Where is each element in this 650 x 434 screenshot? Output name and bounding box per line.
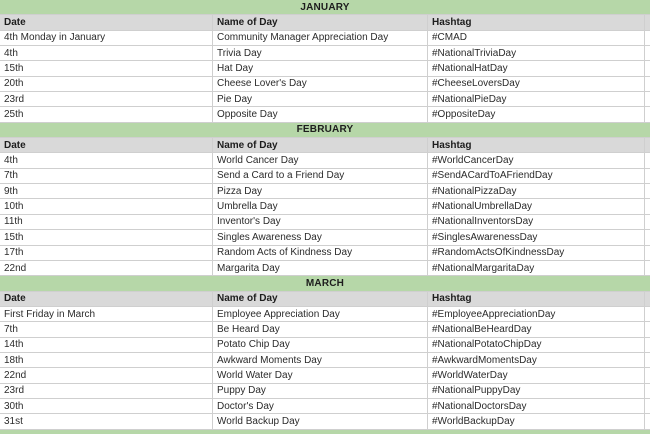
cell-hashtag: #OppositeDay	[428, 107, 645, 121]
table-row	[0, 77, 650, 92]
row-stub	[645, 77, 650, 91]
cell-hashtag: #NationalPizzaDay	[428, 184, 645, 198]
row-stub	[645, 138, 650, 152]
cell-hashtag: #NationalTriviaDay	[428, 46, 645, 60]
cell-hashtag: #NationalPuppyDay	[428, 384, 645, 398]
row-stub	[645, 399, 650, 413]
row-stub	[645, 153, 650, 167]
column-header-row	[0, 292, 650, 307]
cell-date: 25th	[0, 107, 213, 121]
column-header-hashtag: Hashtag	[428, 292, 645, 306]
column-header-name-of-day: Name of Day	[213, 138, 428, 152]
table-row	[0, 414, 650, 429]
cell-date: First Friday in March	[0, 307, 213, 321]
cell-hashtag: #NationalUmbrellaDay	[428, 199, 645, 213]
cell-date: 4th	[0, 153, 213, 167]
row-stub	[645, 169, 650, 183]
month-header: JANUARY	[0, 0, 650, 15]
table-row	[0, 338, 650, 353]
table-row	[0, 31, 650, 46]
cell-date: 30th	[0, 399, 213, 413]
column-header-date: Date	[0, 138, 213, 152]
table-row	[0, 199, 650, 214]
cell-name-of-day: Umbrella Day	[213, 199, 428, 213]
table-row	[0, 384, 650, 399]
table-row	[0, 230, 650, 245]
row-stub	[645, 215, 650, 229]
cell-date: 7th	[0, 169, 213, 183]
cell-hashtag: #NationalPotatoChipDay	[428, 338, 645, 352]
column-header-name-of-day: Name of Day	[213, 292, 428, 306]
table-row	[0, 399, 650, 414]
cell-name-of-day: Cheese Lover's Day	[213, 77, 428, 91]
column-header-hashtag: Hashtag	[428, 138, 645, 152]
cell-date: 7th	[0, 322, 213, 336]
row-stub	[645, 307, 650, 321]
cell-date: 23rd	[0, 92, 213, 106]
row-stub	[645, 322, 650, 336]
row-stub	[645, 230, 650, 244]
table-row	[0, 153, 650, 168]
row-stub	[645, 261, 650, 275]
cell-date: 17th	[0, 246, 213, 260]
cell-name-of-day: Margarita Day	[213, 261, 428, 275]
column-header-row	[0, 138, 650, 153]
table-row	[0, 353, 650, 368]
cell-hashtag: #NationalBeHeardDay	[428, 322, 645, 336]
cell-hashtag: #WorldBackupDay	[428, 414, 645, 428]
cell-name-of-day: Be Heard Day	[213, 322, 428, 336]
cell-date: 31st	[0, 414, 213, 428]
row-stub	[645, 384, 650, 398]
next-month-header-partial	[0, 430, 650, 434]
row-stub	[645, 292, 650, 306]
cell-name-of-day: World Backup Day	[213, 414, 428, 428]
cell-hashtag: #AwkwardMomentsDay	[428, 353, 645, 367]
cell-hashtag: #NationalMargaritaDay	[428, 261, 645, 275]
cell-date: 22nd	[0, 368, 213, 382]
cell-name-of-day: World Cancer Day	[213, 153, 428, 167]
column-header-name-of-day: Name of Day	[213, 15, 428, 29]
cell-hashtag: #RandomActsOfKindnessDay	[428, 246, 645, 260]
cell-hashtag: #CheeseLoversDay	[428, 77, 645, 91]
cell-date: 15th	[0, 230, 213, 244]
cell-hashtag: #NationalHatDay	[428, 61, 645, 75]
cell-hashtag: #NationalInventorsDay	[428, 215, 645, 229]
cell-name-of-day: Community Manager Appreciation Day	[213, 31, 428, 45]
table-row	[0, 107, 650, 122]
table-row	[0, 246, 650, 261]
cell-name-of-day: Pizza Day	[213, 184, 428, 198]
cell-hashtag: #CMAD	[428, 31, 645, 45]
cell-name-of-day: Trivia Day	[213, 46, 428, 60]
table-row	[0, 307, 650, 322]
cell-name-of-day: Doctor's Day	[213, 399, 428, 413]
month-header: FEBRUARY	[0, 123, 650, 138]
row-stub	[645, 199, 650, 213]
column-header-row	[0, 15, 650, 30]
cell-date: 22nd	[0, 261, 213, 275]
row-stub	[645, 184, 650, 198]
row-stub	[645, 46, 650, 60]
cell-date: 11th	[0, 215, 213, 229]
row-stub	[645, 368, 650, 382]
cell-date: 4th	[0, 46, 213, 60]
cell-name-of-day: Employee Appreciation Day	[213, 307, 428, 321]
cell-name-of-day: Potato Chip Day	[213, 338, 428, 352]
table-row	[0, 169, 650, 184]
cell-date: 15th	[0, 61, 213, 75]
cell-hashtag: #NationalPieDay	[428, 92, 645, 106]
row-stub	[645, 31, 650, 45]
cell-name-of-day: Awkward Moments Day	[213, 353, 428, 367]
cell-hashtag: #WorldCancerDay	[428, 153, 645, 167]
cell-date: 20th	[0, 77, 213, 91]
cell-name-of-day: Pie Day	[213, 92, 428, 106]
cell-name-of-day: Hat Day	[213, 61, 428, 75]
table-row	[0, 92, 650, 107]
cell-name-of-day: Random Acts of Kindness Day	[213, 246, 428, 260]
cell-date: 23rd	[0, 384, 213, 398]
row-stub	[645, 353, 650, 367]
cell-hashtag: #WorldWaterDay	[428, 368, 645, 382]
row-stub	[645, 338, 650, 352]
table-row	[0, 215, 650, 230]
column-header-date: Date	[0, 15, 213, 29]
table-row	[0, 61, 650, 76]
row-stub	[645, 92, 650, 106]
cell-name-of-day: World Water Day	[213, 368, 428, 382]
cell-date: 4th Monday in January	[0, 31, 213, 45]
cell-hashtag: #NationalDoctorsDay	[428, 399, 645, 413]
table-row	[0, 261, 650, 276]
row-stub	[645, 107, 650, 121]
row-stub	[645, 15, 650, 29]
table-row	[0, 322, 650, 337]
cell-name-of-day: Inventor's Day	[213, 215, 428, 229]
cell-hashtag: #SendACardToAFriendDay	[428, 169, 645, 183]
column-header-date: Date	[0, 292, 213, 306]
cell-name-of-day: Send a Card to a Friend Day	[213, 169, 428, 183]
row-stub	[645, 246, 650, 260]
table-row	[0, 184, 650, 199]
cell-name-of-day: Puppy Day	[213, 384, 428, 398]
cell-name-of-day: Singles Awareness Day	[213, 230, 428, 244]
cell-date: 18th	[0, 353, 213, 367]
cell-date: 9th	[0, 184, 213, 198]
row-stub	[645, 61, 650, 75]
table-row	[0, 368, 650, 383]
month-header: MARCH	[0, 276, 650, 291]
row-stub	[645, 414, 650, 428]
cell-date: 10th	[0, 199, 213, 213]
cell-hashtag: #EmployeeAppreciationDay	[428, 307, 645, 321]
cell-date: 14th	[0, 338, 213, 352]
column-header-hashtag: Hashtag	[428, 15, 645, 29]
cell-hashtag: #SinglesAwarenessDay	[428, 230, 645, 244]
cell-name-of-day: Opposite Day	[213, 107, 428, 121]
table-row	[0, 46, 650, 61]
